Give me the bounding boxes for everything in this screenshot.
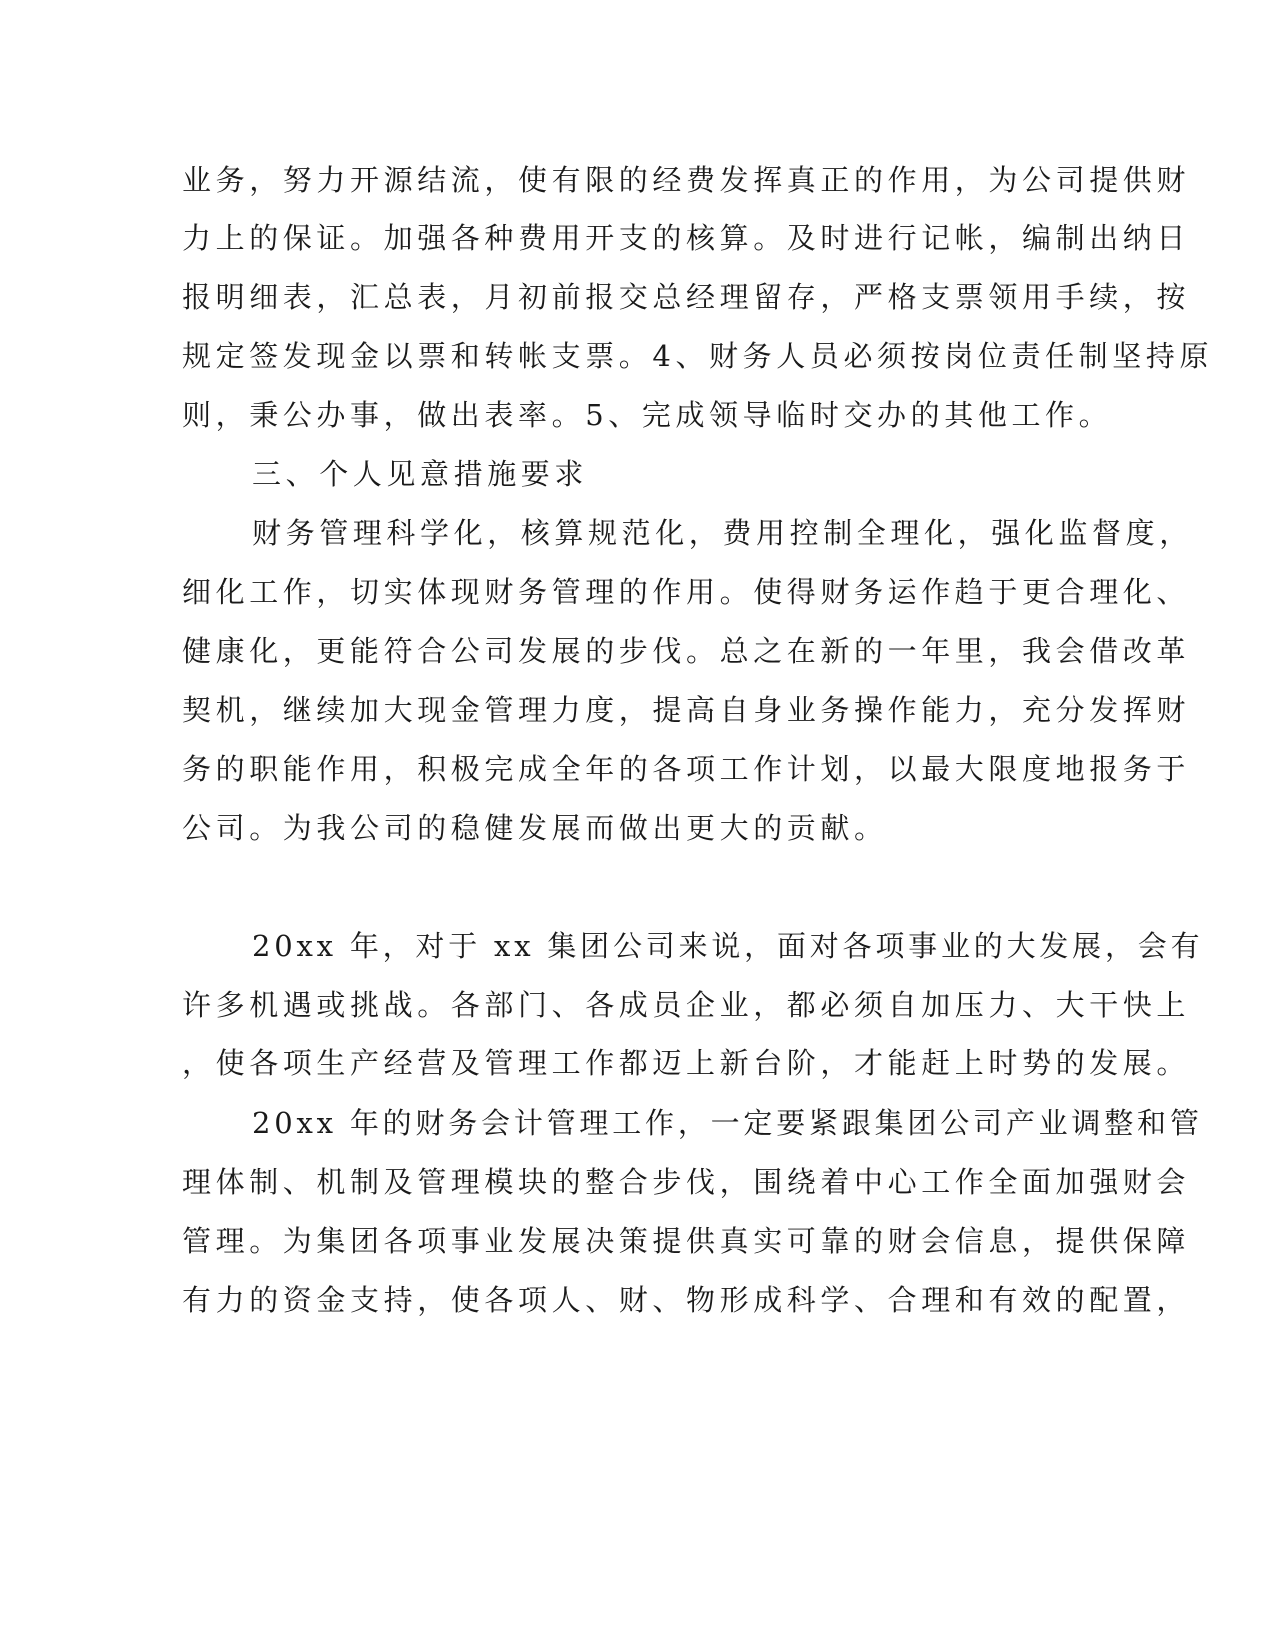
paragraph-line: 许多机遇或挑战。各部门、各成员企业，都必须自加压力、大干快上 [182, 988, 1191, 1022]
paragraph-line: 公司。为我公司的稳健发展而做出更大的贡献。 [182, 811, 888, 845]
paragraph-line: 契机，继续加大现金管理力度，提高自身业务操作能力，充分发挥财 [182, 693, 1191, 727]
paragraph-line: 理体制、机制及管理模块的整合步伐，围绕着中心工作全面加强财会 [182, 1165, 1191, 1199]
paragraph-line: 20xx 年，对于 xx 集团公司来说，面对各项事业的大发展，会有 [252, 929, 1204, 963]
paragraph-line: 务的职能作用，积极完成全年的各项工作计划，以最大限度地报务于 [182, 752, 1191, 786]
paragraph-line: 细化工作，切实体现财务管理的作用。使得财务运作趋于更合理化、 [182, 575, 1191, 609]
paragraph-line: ，使各项生产经营及管理工作都迈上新台阶，才能赶上时势的发展。 [182, 1046, 1191, 1080]
paragraph-line: 则，秉公办事，做出表率。5、完成领导临时交办的其他工作。 [182, 398, 1113, 432]
paragraph-line: 业务，努力开源结流，使有限的经费发挥真正的作用，为公司提供财 [182, 163, 1191, 197]
paragraph-line: 规定签发现金以票和转帐支票。4、财务人员必须按岗位责任制坚持原 [182, 339, 1214, 373]
paragraph-line: 健康化，更能符合公司发展的步伐。总之在新的一年里，我会借改革 [182, 634, 1191, 668]
paragraph-line: 报明细表，汇总表，月初前报交总经理留存，严格支票领用手续，按 [182, 280, 1191, 314]
paragraph-line: 力上的保证。加强各种费用开支的核算。及时进行记帐，编制出纳日 [182, 221, 1191, 255]
paragraph-line: 财务管理科学化，核算规范化，费用控制全理化，强化监督度， [252, 516, 1193, 550]
paragraph-line: 有力的资金支持，使各项人、财、物形成科学、合理和有效的配置， [182, 1283, 1191, 1317]
paragraph-line: 20xx 年的财务会计管理工作，一定要紧跟集团公司产业调整和管 [252, 1106, 1203, 1140]
paragraph-line: 管理。为集团各项事业发展决策提供真实可靠的财会信息，提供保障 [182, 1224, 1191, 1258]
section-heading: 三、个人见意措施要求 [252, 457, 589, 491]
